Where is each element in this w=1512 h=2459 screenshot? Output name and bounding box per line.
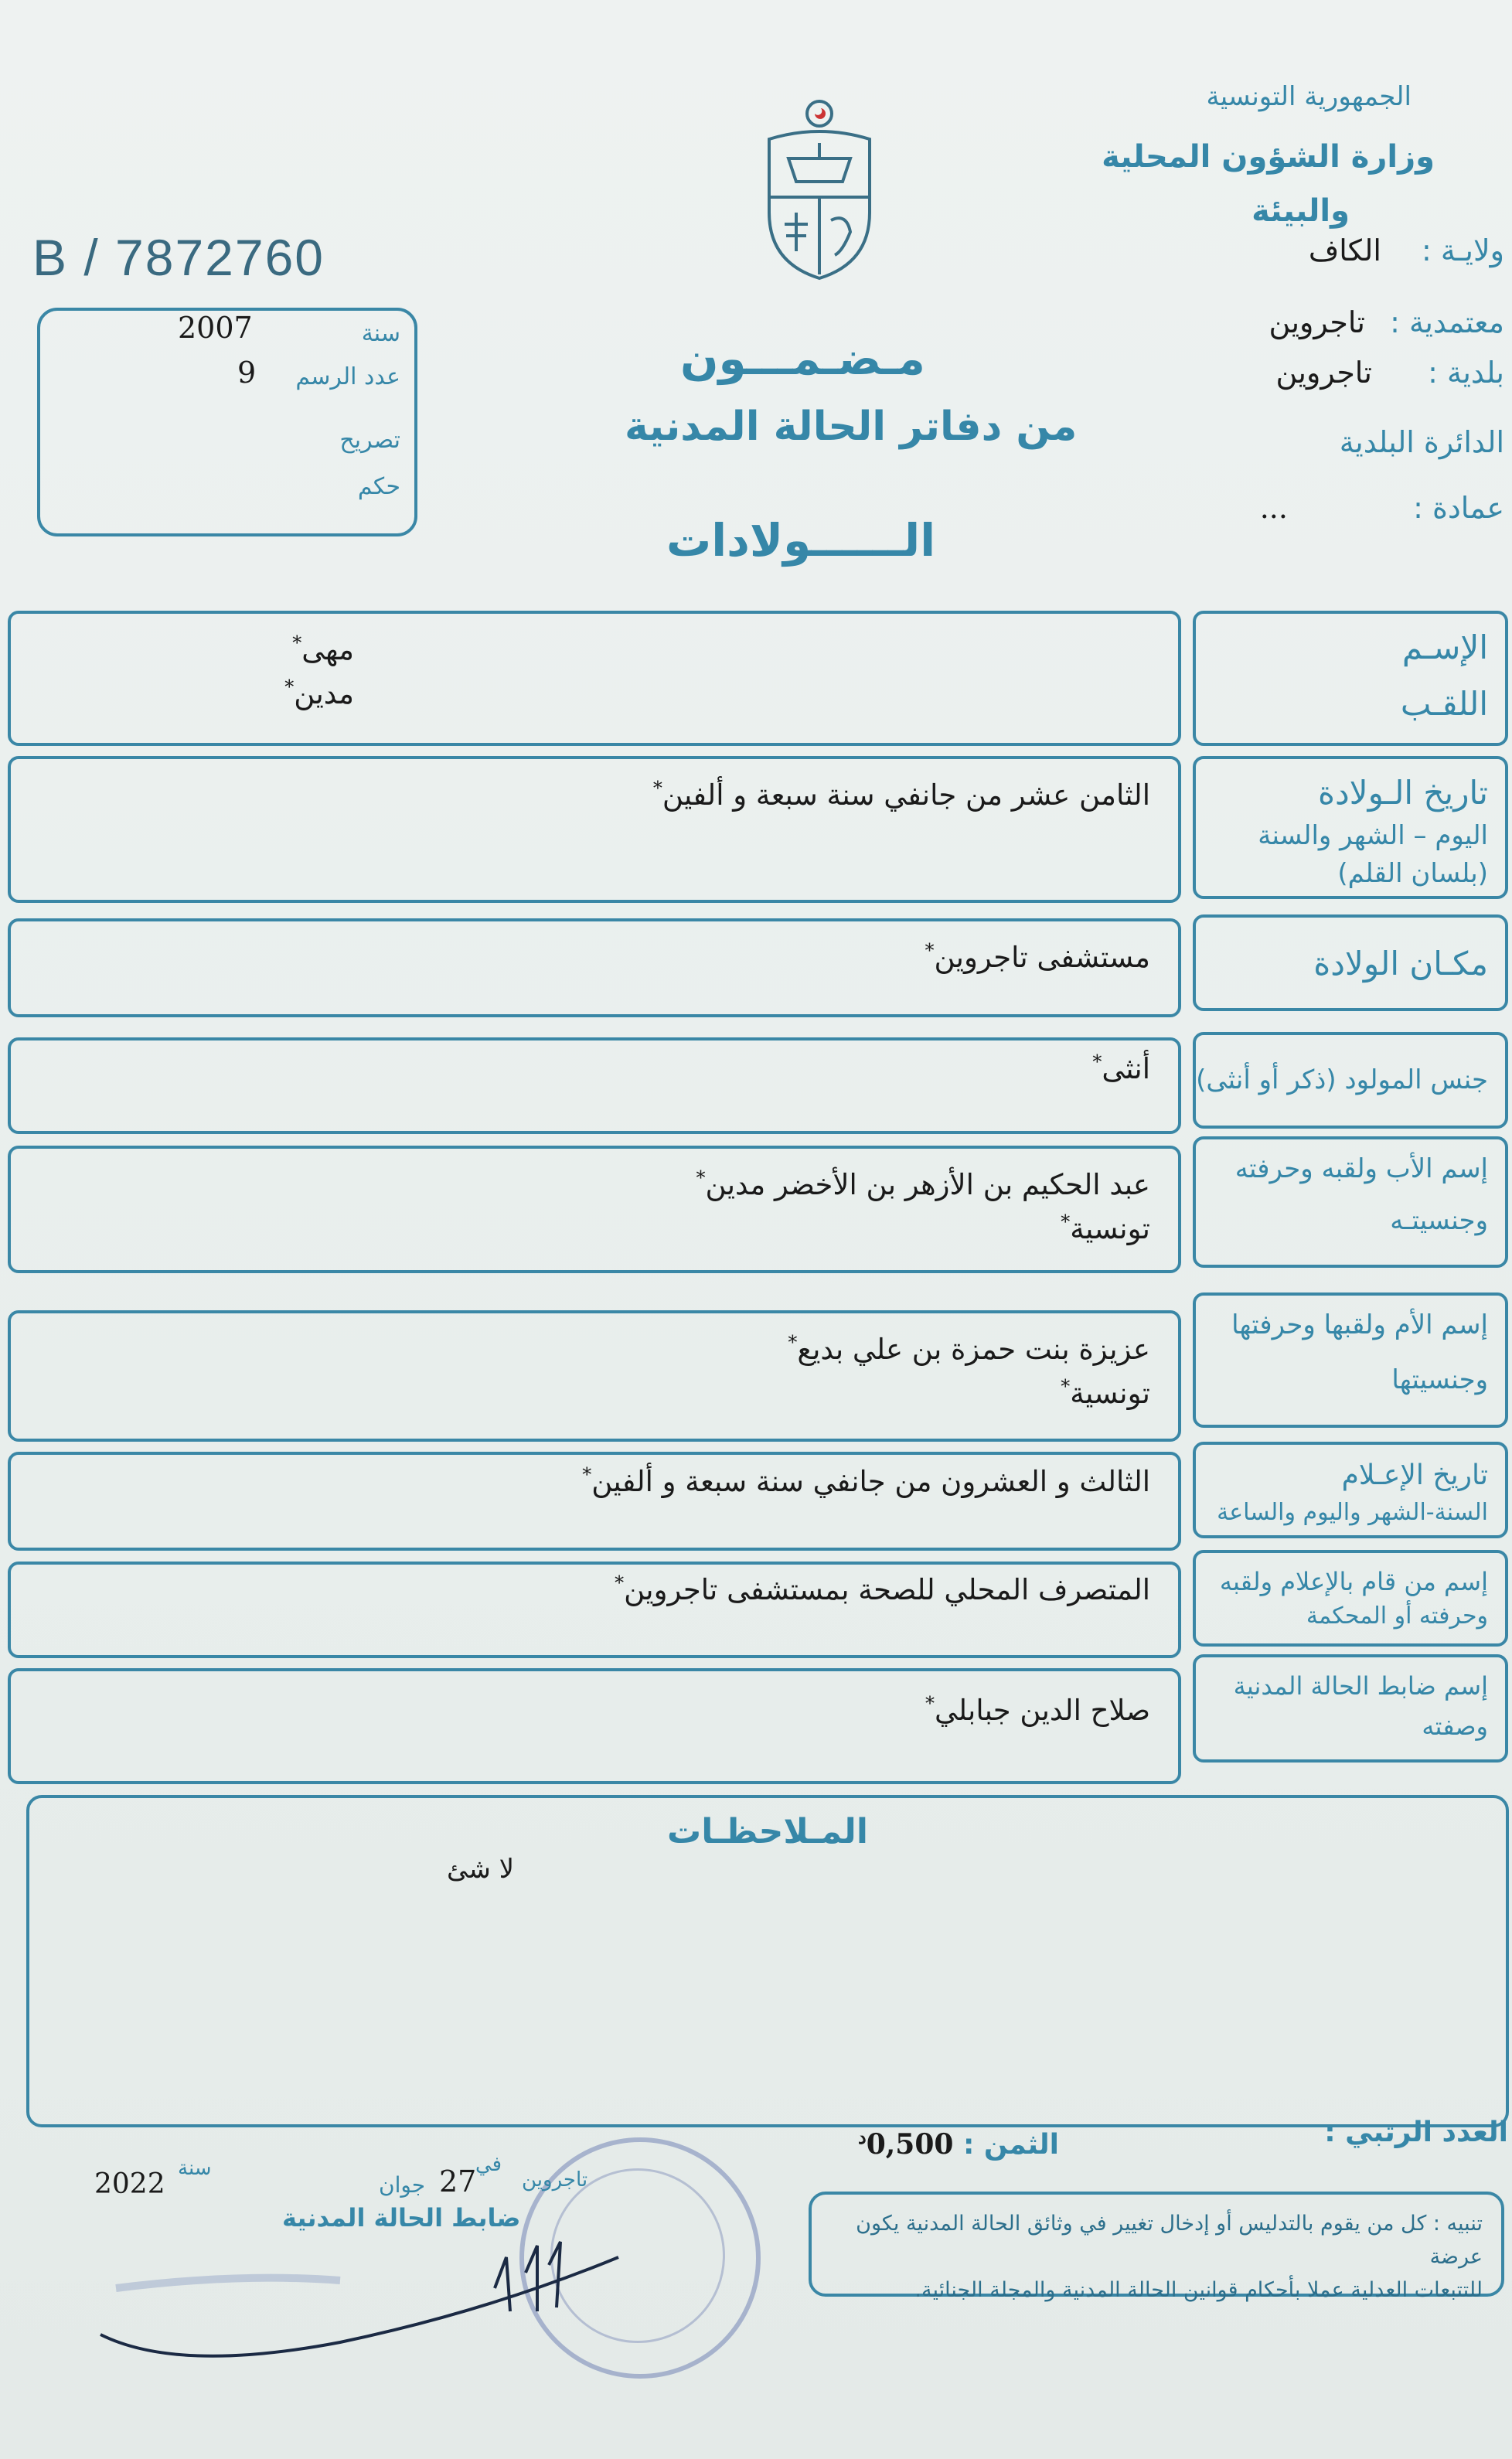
title-births: الــــــولادات [666, 514, 936, 567]
father-value-box [8, 1146, 1181, 1273]
declaration-date-value-box [8, 1452, 1181, 1551]
municipality-row [1276, 356, 1505, 390]
serial-number: B / 7872760 [32, 229, 325, 286]
title-summary: مـضـمـــون [680, 332, 925, 385]
officer-sublabel: وصفته [1422, 1711, 1488, 1742]
declaration-date-sublabel: السنة-الشهر واليوم والساعة [1217, 1499, 1488, 1527]
birth-place-value-box [8, 918, 1181, 1017]
price-unit: د [858, 2126, 867, 2148]
omada-label: عمادة : [1413, 491, 1504, 525]
sex-value: أنثى* [1092, 1051, 1150, 1085]
record-box [37, 308, 417, 536]
issue-month: جوان [379, 2172, 426, 2198]
issue-place: تاجروين [522, 2168, 588, 2192]
birth-date-label: تاريخ الـولادة [1317, 774, 1488, 812]
officer-signature-title: ضابط الحالة المدنية [282, 2203, 521, 2233]
declarant-label: إسم من قام بالإعلام ولقبه [1219, 1567, 1488, 1596]
sex-value-box [8, 1037, 1181, 1134]
mother-value-box [8, 1310, 1181, 1442]
birth-place-label: مكـان الولادة [1313, 945, 1488, 983]
declarant-sublabel: وحرفته أو المحكمة [1306, 1602, 1488, 1630]
name-value-box [8, 611, 1181, 746]
price-label: الثمن : [962, 2129, 1059, 2161]
delegation-value: تاجروين [1269, 305, 1365, 339]
municipality-label: بلدية : [1428, 356, 1504, 390]
omada-row [1260, 491, 1504, 525]
title-registers: من دفاتر الحالة المدنية [625, 404, 1078, 450]
declaration-label: تصريح [339, 427, 400, 454]
issue-day: 27 [439, 2164, 477, 2198]
wilaya-value: الكاف [1308, 233, 1381, 267]
birth-date-label-box [1193, 756, 1508, 899]
notice-line1: تنبيه : كل من يقوم بالتدليس أو إدخال تغيير في وثائق الحالة المدنية يكون عرضة [856, 2212, 1483, 2270]
birth-place-label-box [1193, 914, 1508, 1011]
officer-value-box [8, 1668, 1181, 1784]
delegation-label: معتمدية : [1390, 305, 1504, 339]
coat-of-arms-icon [754, 97, 885, 286]
declarant-value-box [8, 1562, 1181, 1658]
issue-year: 2022 [94, 2168, 165, 2200]
omada-value: ... [1259, 491, 1288, 525]
surname-label: اللقـب [1400, 684, 1488, 723]
father-nationality-label: وجنسيتـه [1390, 1205, 1488, 1237]
serial-number-label: العدد الرتبي : [1324, 2117, 1508, 2148]
officer-label-box [1193, 1654, 1508, 1763]
delegation-row [1269, 305, 1504, 339]
year-value: 2007 [178, 311, 253, 345]
year-label: سنة [361, 320, 400, 347]
declaration-date-value: الثالث و العشرون من جانفي سنة سبعة و ألفين* [582, 1463, 1150, 1498]
remarks-box [26, 1795, 1509, 2127]
officer-label: إسم ضابط الحالة المدنية [1233, 1671, 1488, 1701]
declarant-label-box [1193, 1550, 1508, 1647]
ministry-line2: والبيئة [1251, 193, 1350, 229]
birth-date-sublabel: اليوم – الشهر والسنة [1258, 819, 1488, 851]
price-row [858, 2126, 1059, 2161]
surname-value: مدين* [284, 676, 354, 711]
declaration-date-label-box [1193, 1442, 1508, 1538]
father-label: إسم الأب ولقبه وحرفته [1234, 1153, 1488, 1184]
birth-date-value-box [8, 756, 1181, 903]
name-label-box [1193, 611, 1508, 746]
ministry-line1: وزارة الشؤون المحلية [1102, 139, 1435, 175]
wilaya-row [1309, 233, 1504, 267]
municipality-value: تاجروين [1275, 356, 1372, 390]
first-name-value: مهى* [292, 632, 354, 666]
issue-year-label: سنة [178, 2157, 212, 2180]
first-name-label: الإسـم [1401, 628, 1488, 666]
wilaya-label: ولايـة : [1422, 233, 1504, 267]
judgment-label: حكم [357, 473, 400, 500]
officer-signature-icon [85, 2226, 642, 2373]
price-value: 0,500 [866, 2128, 954, 2161]
mother-nationality-label: وجنسيتها [1391, 1364, 1488, 1396]
mother-label-box [1193, 1293, 1508, 1428]
mother-value: عزيزة بنت حمزة بن علي بديع* [788, 1331, 1150, 1366]
officer-value: صلاح الدين جبابلي* [925, 1692, 1150, 1727]
sex-label-box [1193, 1032, 1508, 1129]
birth-date-value: الثامن عشر من جانفي سنة سبعة و ألفين* [652, 777, 1150, 812]
father-nationality-value: تونسية* [1061, 1211, 1150, 1246]
record-number-value: 9 [237, 356, 257, 390]
municipal-district-label: الدائرة البلدية [1339, 425, 1504, 459]
notice-line2: للتتبعات العدلية عملا بأحكام قوانين الحالة المدنية والمجلة الجنائية. [914, 2278, 1483, 2303]
sex-label: جنس المولود (ذكر أو أنثى) [1196, 1064, 1488, 1095]
declarant-value: المتصرف المحلي للصحة بمستشفى تاجروين* [615, 1572, 1150, 1606]
record-number-label: عدد الرسم [295, 363, 400, 390]
mother-nationality-value: تونسية* [1061, 1376, 1150, 1411]
birth-place-value: مستشفى تاجروين* [925, 939, 1150, 974]
father-value: عبد الحكيم بن الأزهر بن الأخضر مدين* [696, 1166, 1150, 1201]
remarks-title: المـلاحظـات [667, 1812, 868, 1851]
remarks-value: لا شئ [447, 1854, 515, 1885]
mother-label: إسم الأم ولقبها وحرفتها [1231, 1310, 1488, 1340]
father-label-box [1193, 1136, 1508, 1268]
issue-at-label: في [475, 2153, 502, 2176]
declaration-date-label: تاريخ الإعـلام [1341, 1459, 1488, 1491]
birth-date-words-label: (بلسان القلم) [1337, 858, 1488, 890]
republic-label: الجمهورية التونسية [1206, 81, 1412, 112]
legal-notice-box [809, 2192, 1504, 2303]
